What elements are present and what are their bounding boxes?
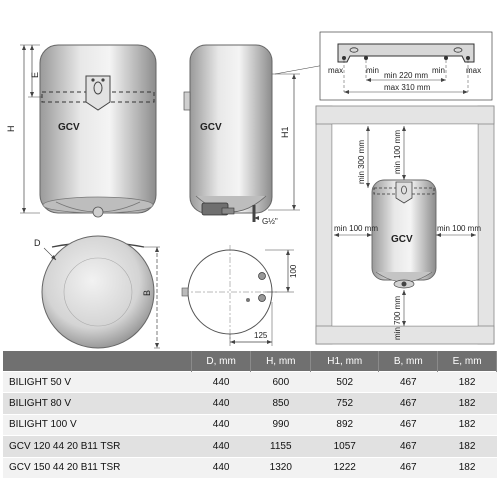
cell-h: 1320 [251,457,311,478]
table-row [3,436,497,457]
clearance-min300: min 300 mm [357,139,366,184]
bracket-max-left: max [328,66,344,75]
front-model-label: GCV [58,122,80,133]
dim-H-label: H [6,125,16,132]
top-view [34,236,160,348]
clearance-min700: min 700 mm [393,295,402,340]
bottom-pipe-lower [259,295,266,302]
table-row [3,372,497,393]
cell-h1: 1222 [311,457,379,478]
cell-h: 1155 [251,436,311,457]
bracket-min-right: min [432,66,445,75]
cell-e: 182 [438,393,497,414]
cell-h1: 1057 [311,436,379,457]
cell-d: 440 [191,457,251,478]
cell-e: 182 [438,436,497,457]
table-row [3,414,497,435]
dim-125-label: 125 [254,331,268,340]
cell-model: GCV 150 44 20 B11 TSR [3,457,191,478]
top-tank-circle [42,236,154,348]
install-model-label: GCV [391,234,413,245]
clearance-min100-right: min 100 mm [437,224,482,233]
dim-H1-label: H1 [280,126,290,138]
cell-b: 467 [379,414,438,435]
cell-b: 467 [379,436,438,457]
bracket-max310: max 310 mm [384,83,431,92]
bottom-pipe-upper [259,273,266,280]
dim-B-label: B [142,289,152,296]
side-model-label: GCV [200,122,222,133]
cell-h: 850 [251,393,311,414]
front-hanger-plate [86,76,110,110]
cell-b: 467 [379,457,438,478]
pipe-thread-label: G½" [262,217,278,226]
cell-model: GCV 120 44 20 B11 TSR [3,436,191,457]
cell-d: 440 [191,393,251,414]
cell-model: BILIGHT 50 V [3,372,191,393]
header-h1: H1, mm [311,351,379,372]
bottom-view [182,245,298,346]
cell-e: 182 [438,457,497,478]
bracket-min-left: min [366,66,379,75]
cell-h1: 752 [311,393,379,414]
dim-D-label: D [34,238,41,248]
header-model [3,351,191,372]
header-d: D, mm [191,351,251,372]
bracket-detail [320,32,492,100]
installation-view [316,106,494,344]
front-thermostat-knob [93,207,103,217]
cell-b: 467 [379,393,438,414]
cell-b: 467 [379,372,438,393]
cell-h1: 892 [311,414,379,435]
cell-h1: 502 [311,372,379,393]
cell-model: BILIGHT 100 V [3,414,191,435]
cell-e: 182 [438,372,497,393]
clearance-min100-top: min 100 mm [393,129,402,174]
cell-d: 440 [191,436,251,457]
cell-e: 182 [438,414,497,435]
table-row [3,393,497,414]
front-view [6,45,156,217]
dim-E-label: E [30,71,40,78]
bracket-max-right: max [466,66,482,75]
cell-h: 990 [251,414,311,435]
header-e: E, mm [438,351,497,372]
header-h: H, mm [251,351,311,372]
cell-d: 440 [191,372,251,393]
cell-d: 440 [191,414,251,435]
dim-100-label: 100 [289,264,298,278]
side-view [184,45,330,226]
table-row [3,457,497,478]
table-header-row [3,351,497,372]
bracket-min220: min 220 mm [384,71,429,80]
clearance-min100-left: min 100 mm [334,224,379,233]
cell-h: 600 [251,372,311,393]
cell-model: BILIGHT 80 V [3,393,191,414]
header-b: B, mm [379,351,438,372]
dimensions-table [3,351,497,478]
